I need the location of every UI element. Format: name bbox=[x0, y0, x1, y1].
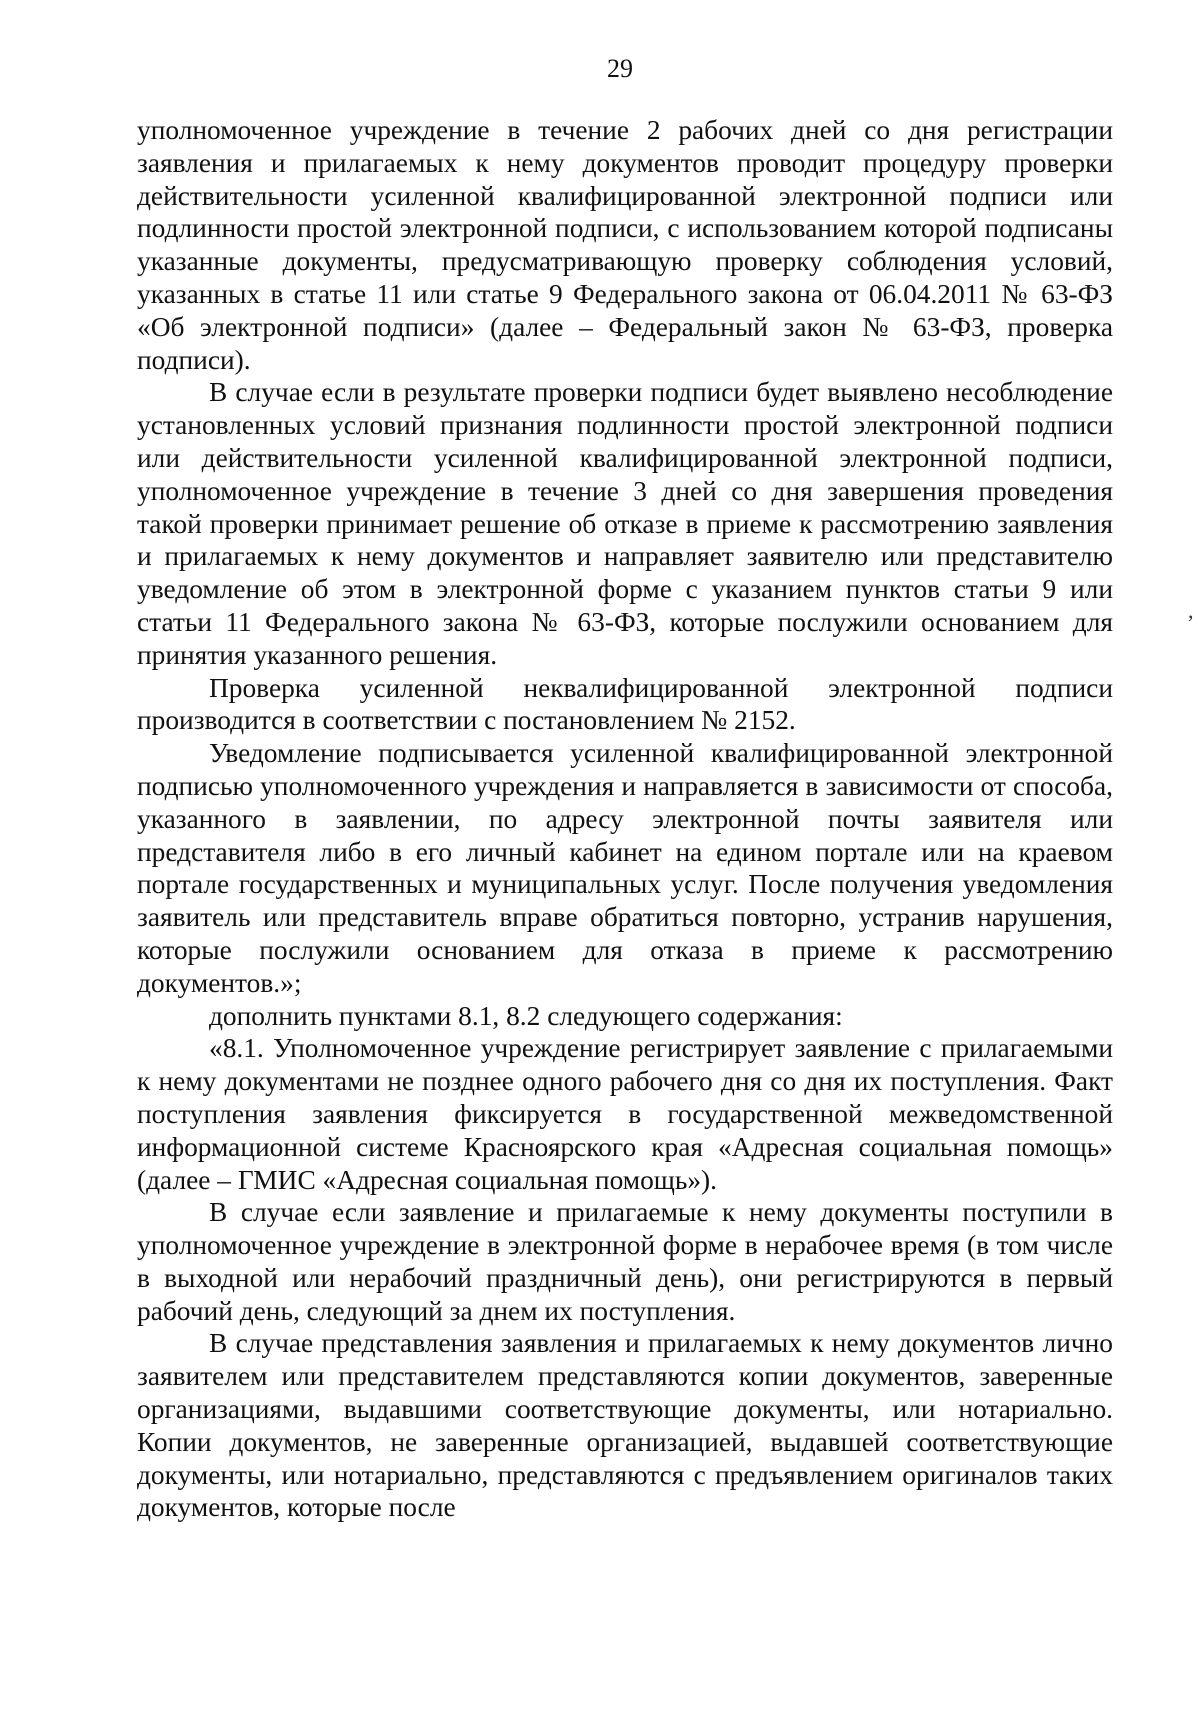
paragraph-8: В случае представления заявления и прилагаемых к нему документов лично заявителем или представителем представляются копии документов, заверенные организациями, выдавшими соответствующие документы, или нотариально. Копии документов, не заверенные организацией, выдавшей соответствующие документы, или нотариально, представляются с предъявлением оригиналов таких документов, которые после bbox=[137, 1328, 1113, 1523]
paragraph-6: «8.1. Уполномоченное учреждение регистрирует заявление с прилагаемыми к нему документами не позднее одного рабочего дня со дня их поступления. Факт поступления заявления фиксируется в государственной межведомственной информационной системе Красноярского края «Адресная социальная помощь» (далее – ГМИС «Адресная социальная помощь»). bbox=[137, 1033, 1113, 1195]
paragraph-7: В случае если заявление и прилагаемые к нему документы поступили в уполномоченное учреждение в электронной форме в нерабочее время (в том числе в выходной или нерабочий праздничный день), они регистрируются в первый рабочий день, следующий за днем их поступления. bbox=[137, 1197, 1113, 1326]
page-number: 29 bbox=[607, 54, 633, 83]
paragraph-2: В случае если в результате проверки подписи будет выявлено несоблюдение установленных условий признания подлинности простой электронной подписи или действительности усиленной квалифицированной электронной подписи, уполномоченное учреждение в течение 3 дней со дня завершения проведения такой проверки принимает решение об отказе в приеме к рассмотрению заявления и прилагаемых к нему документов и направляет заявителю или представителю уведомление об этом в электронной форме с указанием пунктов статьи 9 или статьи 11 Федерального закона № 63-ФЗ, которые послужили основанием для принятия указанного решения. bbox=[137, 377, 1113, 670]
paragraph-4: Уведомление подписывается усиленной квалифицированной электронной подписью уполномоченного учреждения и направляется в зависимости от способа, указанного в заявлении, по адресу электронной почты заявителя или представителя либо в его личный кабинет на едином портале или на краевом портале государственных и муниципальных услуг. После получения уведомления заявитель или представитель вправе обратиться повторно, устранив нарушения, которые послужили основанием для отказа в приеме к рассмотрению документов.»; bbox=[137, 738, 1113, 998]
paragraph-5: дополнить пунктами 8.1, 8.2 следующего содержания: bbox=[209, 1000, 843, 1031]
document-body bbox=[137, 114, 1113, 1524]
paragraph-3: Проверка усиленной неквалифицированной электронной подписи производится в соответствии с постановлением № 2152. bbox=[137, 672, 1113, 736]
margin-mark: , bbox=[1188, 598, 1194, 623]
paragraph-1: уполномоченное учреждение в течение 2 рабочих дней со дня регистрации заявления и прилагаемых к нему документов проводит процедуру проверки действительности усиленной квалифицированной электронной подписи или подлинности простой электронной подписи, с использованием которой подписаны указанные документы, предусматривающую проверку соблюдения условий, указанных в статье 11 или статье 9 Федерального закона от 06.04.2011 № 63-ФЗ «Об электронной подписи» (далее – Федеральный закон № 63-ФЗ, проверка подписи). bbox=[137, 115, 1113, 375]
